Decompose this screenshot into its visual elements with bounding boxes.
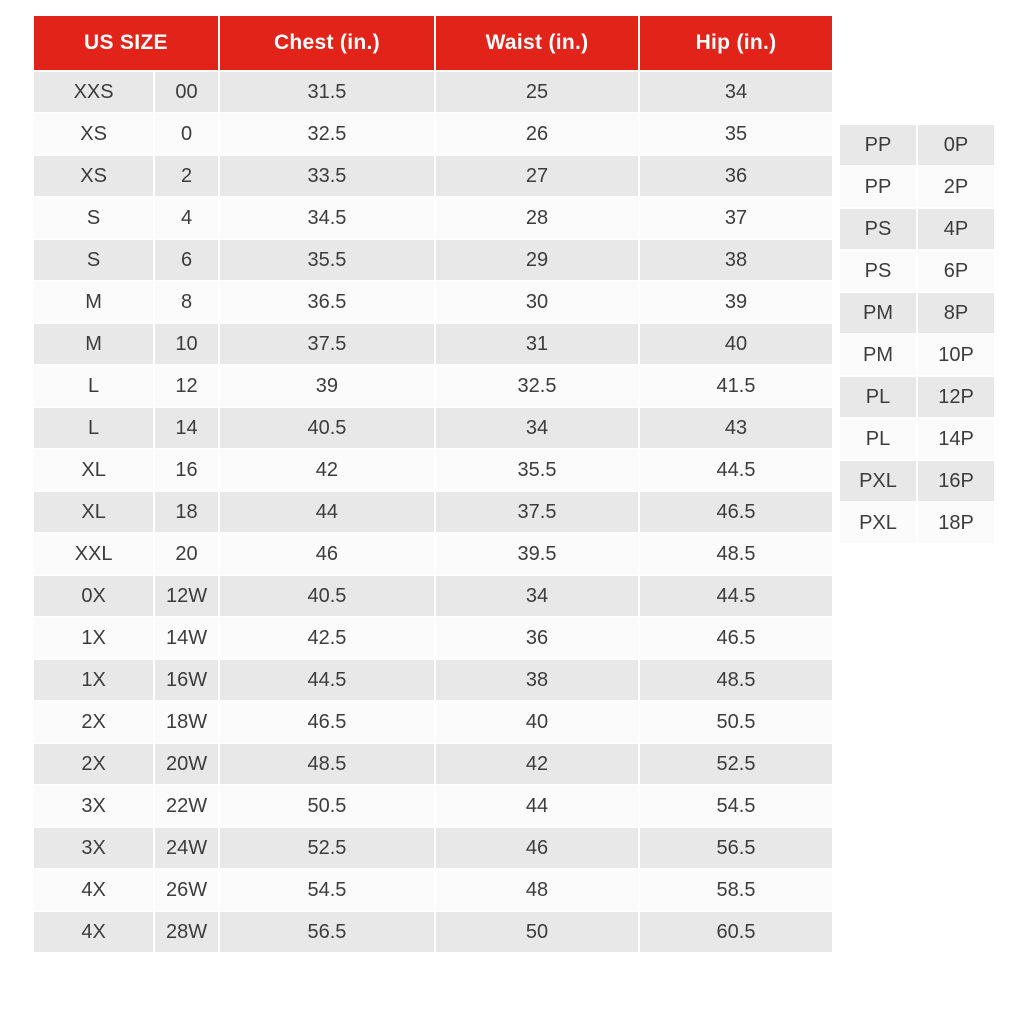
cell-chest: 32.5 <box>220 114 434 154</box>
cell-size-numeric: 2 <box>155 156 218 196</box>
cell-size-alpha: 3X <box>34 828 153 868</box>
cell-chest: 54.5 <box>220 870 434 910</box>
cell-waist: 38 <box>436 660 638 700</box>
cell-size-numeric: 16W <box>155 660 218 700</box>
table-row <box>34 366 832 406</box>
cell-size-numeric: 20 <box>155 534 218 574</box>
cell-size-numeric: 26W <box>155 870 218 910</box>
cell-size-alpha: 0X <box>34 576 153 616</box>
cell-hip: 46.5 <box>640 492 832 532</box>
cell-waist: 36 <box>436 618 638 658</box>
cell-hip: 60.5 <box>640 912 832 952</box>
cell-petite-alpha: PS <box>840 251 916 291</box>
table-row <box>34 198 832 238</box>
cell-size-numeric: 14W <box>155 618 218 658</box>
cell-waist: 28 <box>436 198 638 238</box>
petite-table-row <box>840 461 994 501</box>
cell-waist: 37.5 <box>436 492 638 532</box>
cell-size-alpha: L <box>34 408 153 448</box>
cell-petite-alpha: PM <box>840 293 916 333</box>
cell-size-numeric: 18 <box>155 492 218 532</box>
cell-size-numeric: 12 <box>155 366 218 406</box>
table-row <box>34 450 832 490</box>
cell-hip: 35 <box>640 114 832 154</box>
cell-hip: 54.5 <box>640 786 832 826</box>
petite-table-row <box>840 503 994 543</box>
cell-chest: 42 <box>220 450 434 490</box>
cell-hip: 41.5 <box>640 366 832 406</box>
cell-petite-numeric: 8P <box>918 293 994 333</box>
cell-size-alpha: XS <box>34 156 153 196</box>
cell-waist: 34 <box>436 576 638 616</box>
table-row <box>34 618 832 658</box>
cell-hip: 58.5 <box>640 870 832 910</box>
cell-chest: 33.5 <box>220 156 434 196</box>
header-us-size: US SIZE <box>34 16 218 70</box>
petite-table-row <box>840 377 994 417</box>
us-size-chart-table <box>32 14 834 954</box>
petite-table-row <box>840 293 994 333</box>
cell-hip: 50.5 <box>640 702 832 742</box>
table-row <box>34 492 832 532</box>
cell-petite-numeric: 10P <box>918 335 994 375</box>
cell-chest: 52.5 <box>220 828 434 868</box>
cell-chest: 44 <box>220 492 434 532</box>
cell-chest: 42.5 <box>220 618 434 658</box>
cell-size-numeric: 8 <box>155 282 218 322</box>
cell-size-alpha: XS <box>34 114 153 154</box>
cell-size-numeric: 28W <box>155 912 218 952</box>
table-row <box>34 828 832 868</box>
cell-hip: 44.5 <box>640 576 832 616</box>
cell-hip: 40 <box>640 324 832 364</box>
cell-waist: 32.5 <box>436 366 638 406</box>
cell-size-numeric: 0 <box>155 114 218 154</box>
cell-waist: 39.5 <box>436 534 638 574</box>
cell-size-alpha: L <box>34 366 153 406</box>
cell-size-alpha: S <box>34 240 153 280</box>
cell-size-alpha: 3X <box>34 786 153 826</box>
cell-hip: 34 <box>640 72 832 112</box>
cell-chest: 46.5 <box>220 702 434 742</box>
cell-chest: 56.5 <box>220 912 434 952</box>
cell-size-alpha: XXS <box>34 72 153 112</box>
cell-size-numeric: 24W <box>155 828 218 868</box>
cell-petite-alpha: PS <box>840 209 916 249</box>
cell-size-alpha: XL <box>34 450 153 490</box>
cell-chest: 48.5 <box>220 744 434 784</box>
cell-hip: 37 <box>640 198 832 238</box>
petite-table-row <box>840 335 994 375</box>
table-row <box>34 870 832 910</box>
header-hip: Hip (in.) <box>640 16 832 70</box>
table-row <box>34 576 832 616</box>
cell-hip: 36 <box>640 156 832 196</box>
table-row <box>34 324 832 364</box>
cell-petite-numeric: 4P <box>918 209 994 249</box>
table-header <box>34 16 832 70</box>
cell-petite-alpha: PL <box>840 419 916 459</box>
cell-petite-numeric: 6P <box>918 251 994 291</box>
cell-size-numeric: 00 <box>155 72 218 112</box>
table-row <box>34 72 832 112</box>
petite-table-row <box>840 209 994 249</box>
cell-waist: 44 <box>436 786 638 826</box>
header-waist: Waist (in.) <box>436 16 638 70</box>
cell-chest: 46 <box>220 534 434 574</box>
cell-petite-numeric: 16P <box>918 461 994 501</box>
cell-size-numeric: 12W <box>155 576 218 616</box>
cell-hip: 56.5 <box>640 828 832 868</box>
cell-chest: 39 <box>220 366 434 406</box>
table-row <box>34 408 832 448</box>
cell-waist: 25 <box>436 72 638 112</box>
cell-petite-alpha: PP <box>840 125 916 165</box>
cell-waist: 50 <box>436 912 638 952</box>
cell-size-alpha: M <box>34 324 153 364</box>
cell-waist: 30 <box>436 282 638 322</box>
cell-chest: 40.5 <box>220 576 434 616</box>
cell-petite-alpha: PL <box>840 377 916 417</box>
cell-size-alpha: XL <box>34 492 153 532</box>
cell-size-numeric: 10 <box>155 324 218 364</box>
cell-waist: 29 <box>436 240 638 280</box>
cell-size-numeric: 20W <box>155 744 218 784</box>
cell-petite-numeric: 0P <box>918 125 994 165</box>
cell-hip: 48.5 <box>640 660 832 700</box>
cell-waist: 26 <box>436 114 638 154</box>
cell-petite-numeric: 2P <box>918 167 994 207</box>
cell-waist: 35.5 <box>436 450 638 490</box>
table-row <box>34 156 832 196</box>
petite-size-table <box>838 123 996 545</box>
table-row <box>34 786 832 826</box>
table-row <box>34 912 832 952</box>
cell-chest: 37.5 <box>220 324 434 364</box>
petite-table-row <box>840 167 994 207</box>
cell-size-alpha: XXL <box>34 534 153 574</box>
table-row <box>34 114 832 154</box>
cell-waist: 48 <box>436 870 638 910</box>
petite-table-row <box>840 125 994 165</box>
cell-chest: 36.5 <box>220 282 434 322</box>
cell-petite-alpha: PM <box>840 335 916 375</box>
cell-size-alpha: 1X <box>34 660 153 700</box>
cell-size-alpha: 2X <box>34 702 153 742</box>
cell-waist: 46 <box>436 828 638 868</box>
cell-chest: 40.5 <box>220 408 434 448</box>
cell-chest: 35.5 <box>220 240 434 280</box>
table-row <box>34 744 832 784</box>
table-body <box>34 72 832 952</box>
cell-petite-numeric: 18P <box>918 503 994 543</box>
cell-chest: 44.5 <box>220 660 434 700</box>
cell-petite-alpha: PXL <box>840 461 916 501</box>
cell-hip: 38 <box>640 240 832 280</box>
cell-size-numeric: 18W <box>155 702 218 742</box>
cell-size-alpha: 2X <box>34 744 153 784</box>
cell-size-alpha: M <box>34 282 153 322</box>
cell-size-numeric: 16 <box>155 450 218 490</box>
cell-hip: 43 <box>640 408 832 448</box>
table-row <box>34 240 832 280</box>
cell-waist: 31 <box>436 324 638 364</box>
cell-hip: 39 <box>640 282 832 322</box>
cell-petite-numeric: 12P <box>918 377 994 417</box>
cell-size-alpha: S <box>34 198 153 238</box>
cell-chest: 31.5 <box>220 72 434 112</box>
header-chest: Chest (in.) <box>220 16 434 70</box>
cell-hip: 44.5 <box>640 450 832 490</box>
petite-table-row <box>840 251 994 291</box>
table-row <box>34 660 832 700</box>
cell-size-numeric: 22W <box>155 786 218 826</box>
cell-petite-alpha: PXL <box>840 503 916 543</box>
cell-waist: 27 <box>436 156 638 196</box>
cell-hip: 46.5 <box>640 618 832 658</box>
cell-petite-numeric: 14P <box>918 419 994 459</box>
cell-waist: 42 <box>436 744 638 784</box>
cell-petite-alpha: PP <box>840 167 916 207</box>
cell-size-numeric: 14 <box>155 408 218 448</box>
cell-waist: 40 <box>436 702 638 742</box>
petite-table-row <box>840 419 994 459</box>
cell-waist: 34 <box>436 408 638 448</box>
cell-chest: 50.5 <box>220 786 434 826</box>
petite-table-body <box>840 125 994 543</box>
cell-size-numeric: 6 <box>155 240 218 280</box>
cell-size-alpha: 1X <box>34 618 153 658</box>
table-row <box>34 282 832 322</box>
cell-size-alpha: 4X <box>34 912 153 952</box>
header-row <box>34 16 832 70</box>
cell-size-alpha: 4X <box>34 870 153 910</box>
cell-chest: 34.5 <box>220 198 434 238</box>
table-row <box>34 534 832 574</box>
cell-hip: 52.5 <box>640 744 832 784</box>
cell-hip: 48.5 <box>640 534 832 574</box>
cell-size-numeric: 4 <box>155 198 218 238</box>
table-row <box>34 702 832 742</box>
